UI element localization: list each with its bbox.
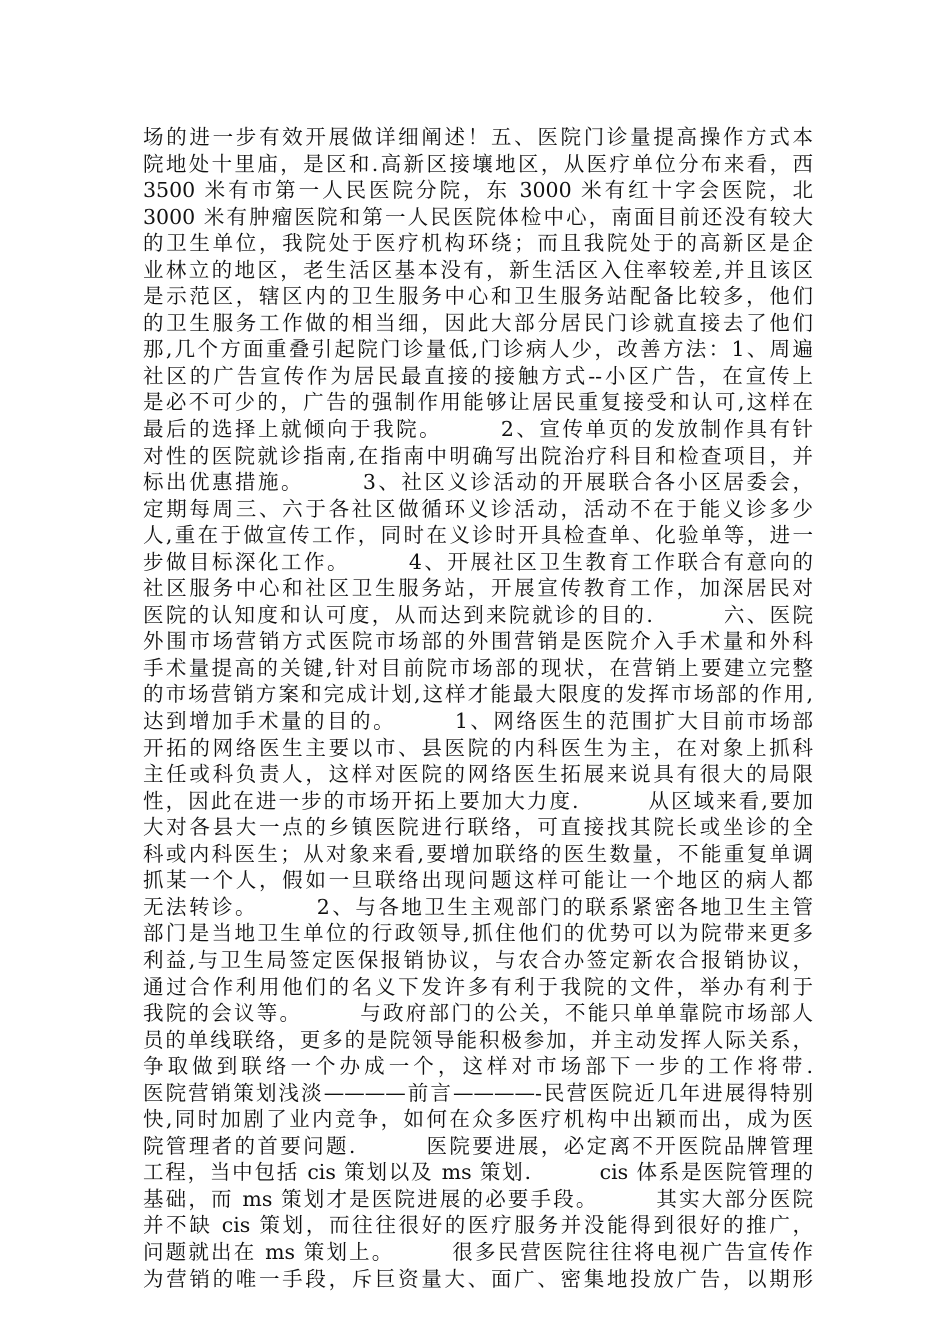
text-line: 的卫生单位，我院处于医疗机构环绕；而且我院处于的高新区是企 [143,231,813,256]
text-line: 通过合作利用他们的名义下发许多有利于我院的文件，举办有利于 [143,974,813,999]
text-line: 定期每周三、六于各社区做循环义诊活动，活动不在于能义诊多少 [143,496,813,521]
text-line: 手术量提高的关键,针对目前院市场部的现状，在营销上要建立完整 [143,655,813,680]
text-line: 并不缺 cis 策划，而往往很好的医疗服务并没能得到很好的推广， [143,1213,813,1238]
text-line: 问题就出在 ms 策划上。 很多民营医院往往将电视广告宣传作 [143,1239,813,1264]
text-line: 社区的广告宣传作为居民最直接的接触方式--小区广告，在宣传上 [143,363,813,388]
text-line: 最后的选择上就倾向于我院。 2、宣传单页的发放制作具有针 [143,417,813,442]
text-line: 科或内科医生；从对象来看,要增加联络的医生数量，不能重复单调 [143,841,813,866]
text-line: 标出优惠措施。 3、社区义诊活动的开展联合各小区居委会， [143,470,813,495]
text-line: 为营销的唯一手段，斥巨资量大、面广、密集地投放广告，以期形 [143,1266,813,1291]
text-line: 医院营销策划浅淡————前言————-民营医院近几年进展得特别 [143,1080,813,1105]
body-text [143,124,813,1292]
text-line: 开拓的网络医生主要以市、县医院的内科医生为主，在对象上抓科 [143,735,813,760]
text-line: 的市场营销方案和完成计划,这样才能最大限度的发挥市场部的作用, [143,682,813,707]
text-line: 工程，当中包括 cis 策划以及 ms 策划. cis 体系是医院管理的 [143,1160,813,1185]
text-line: 部门是当地卫生单位的行政领导,抓住他们的优势可以为院带来更多 [143,921,813,946]
text-line: 我院的会议等。 与政府部门的公关，不能只单单靠院市场部人 [143,1001,813,1026]
text-line: 主任或科负责人，这样对医院的网络医生拓展来说具有很大的局限 [143,762,813,787]
text-line: 无法转诊。 2、与各地卫生主观部门的联系紧密各地卫生主管 [143,894,813,919]
text-line: 利益,与卫生局签定医保报销协议，与农合办签定新农合报销协议， [143,947,813,972]
text-line: 步做目标深化工作。 4、开展社区卫生教育工作联合有意向的 [143,549,813,574]
text-line: 场的进一步有效开展做详细阐述！五、医院门诊量提高操作方式本 [143,125,813,149]
text-line: 员的单线联络，更多的是院领导能积极参加，并主动发挥人际关系， [143,1027,813,1052]
text-line: 院地处十里庙，是区和.高新区接壤地区，从医疗单位分布来看，西 [143,151,813,176]
text-line: 争取做到联络一个办成一个，这样对市场部下一步的工作将带. [143,1054,813,1079]
text-line: 外围市场营销方式医院市场部的外围营销是医院介入手术量和外科 [143,629,813,654]
text-line: 性，因此在进一步的市场开拓上要加大力度. 从区域来看,要加 [143,788,813,813]
text-line: 院管理者的首要问题. 医院要进展，必定离不开医院品牌管理 [143,1133,813,1158]
text-line: 抓某一个人，假如一旦联络出现问题这样可能让一个地区的病人都 [143,868,813,893]
text-line: 3000 米有肿瘤医院和第一人民医院体检中心，南面目前还没有较大 [143,204,813,229]
text-line: 是必不可少的，广告的强制作用能够让居民重复接受和认可,这样在 [143,390,813,415]
text-line: 医院的认知度和认可度，从而达到来院就诊的目的. 六、医院 [143,602,813,627]
text-line: 大对各县大一点的乡镇医院进行联络，可直接找其院长或坐诊的全 [143,815,813,840]
text-line: 达到增加手术量的目的。 1、网络医生的范围扩大目前市场部 [143,709,813,734]
text-line: 那,几个方面重叠引起院门诊量低,门诊病人少，改善方法：1、周遍 [143,337,813,362]
text-line: 是示范区，辖区内的卫生服务中心和卫生服务站配备比较多，他们 [143,284,813,309]
text-line: 3500 米有市第一人民医院分院，东 3000 米有红十字会医院，北 [143,178,813,203]
text-line: 快,同时加剧了业内竞争，如何在众多医疗机构中出颖而出，成为医 [143,1107,813,1132]
text-line: 对性的医院就诊指南,在指南中明确写出院治疗科目和检查项目，并 [143,443,813,468]
text-line: 的卫生服务工作做的相当细，因此大部分居民门诊就直接去了他们 [143,310,813,335]
text-line: 社区服务中心和社区卫生服务站，开展宣传教育工作，加深居民对 [143,576,813,601]
text-line: 人,重在于做宣传工作，同时在义诊时开具检查单、化验单等，进一 [143,523,813,548]
text-line: 业林立的地区，老生活区基本没有，新生活区入住率较差,并且该区 [143,257,813,282]
text-line: 基础，而 ms 策划才是医院进展的必要手段。 其实大部分医院 [143,1186,813,1211]
